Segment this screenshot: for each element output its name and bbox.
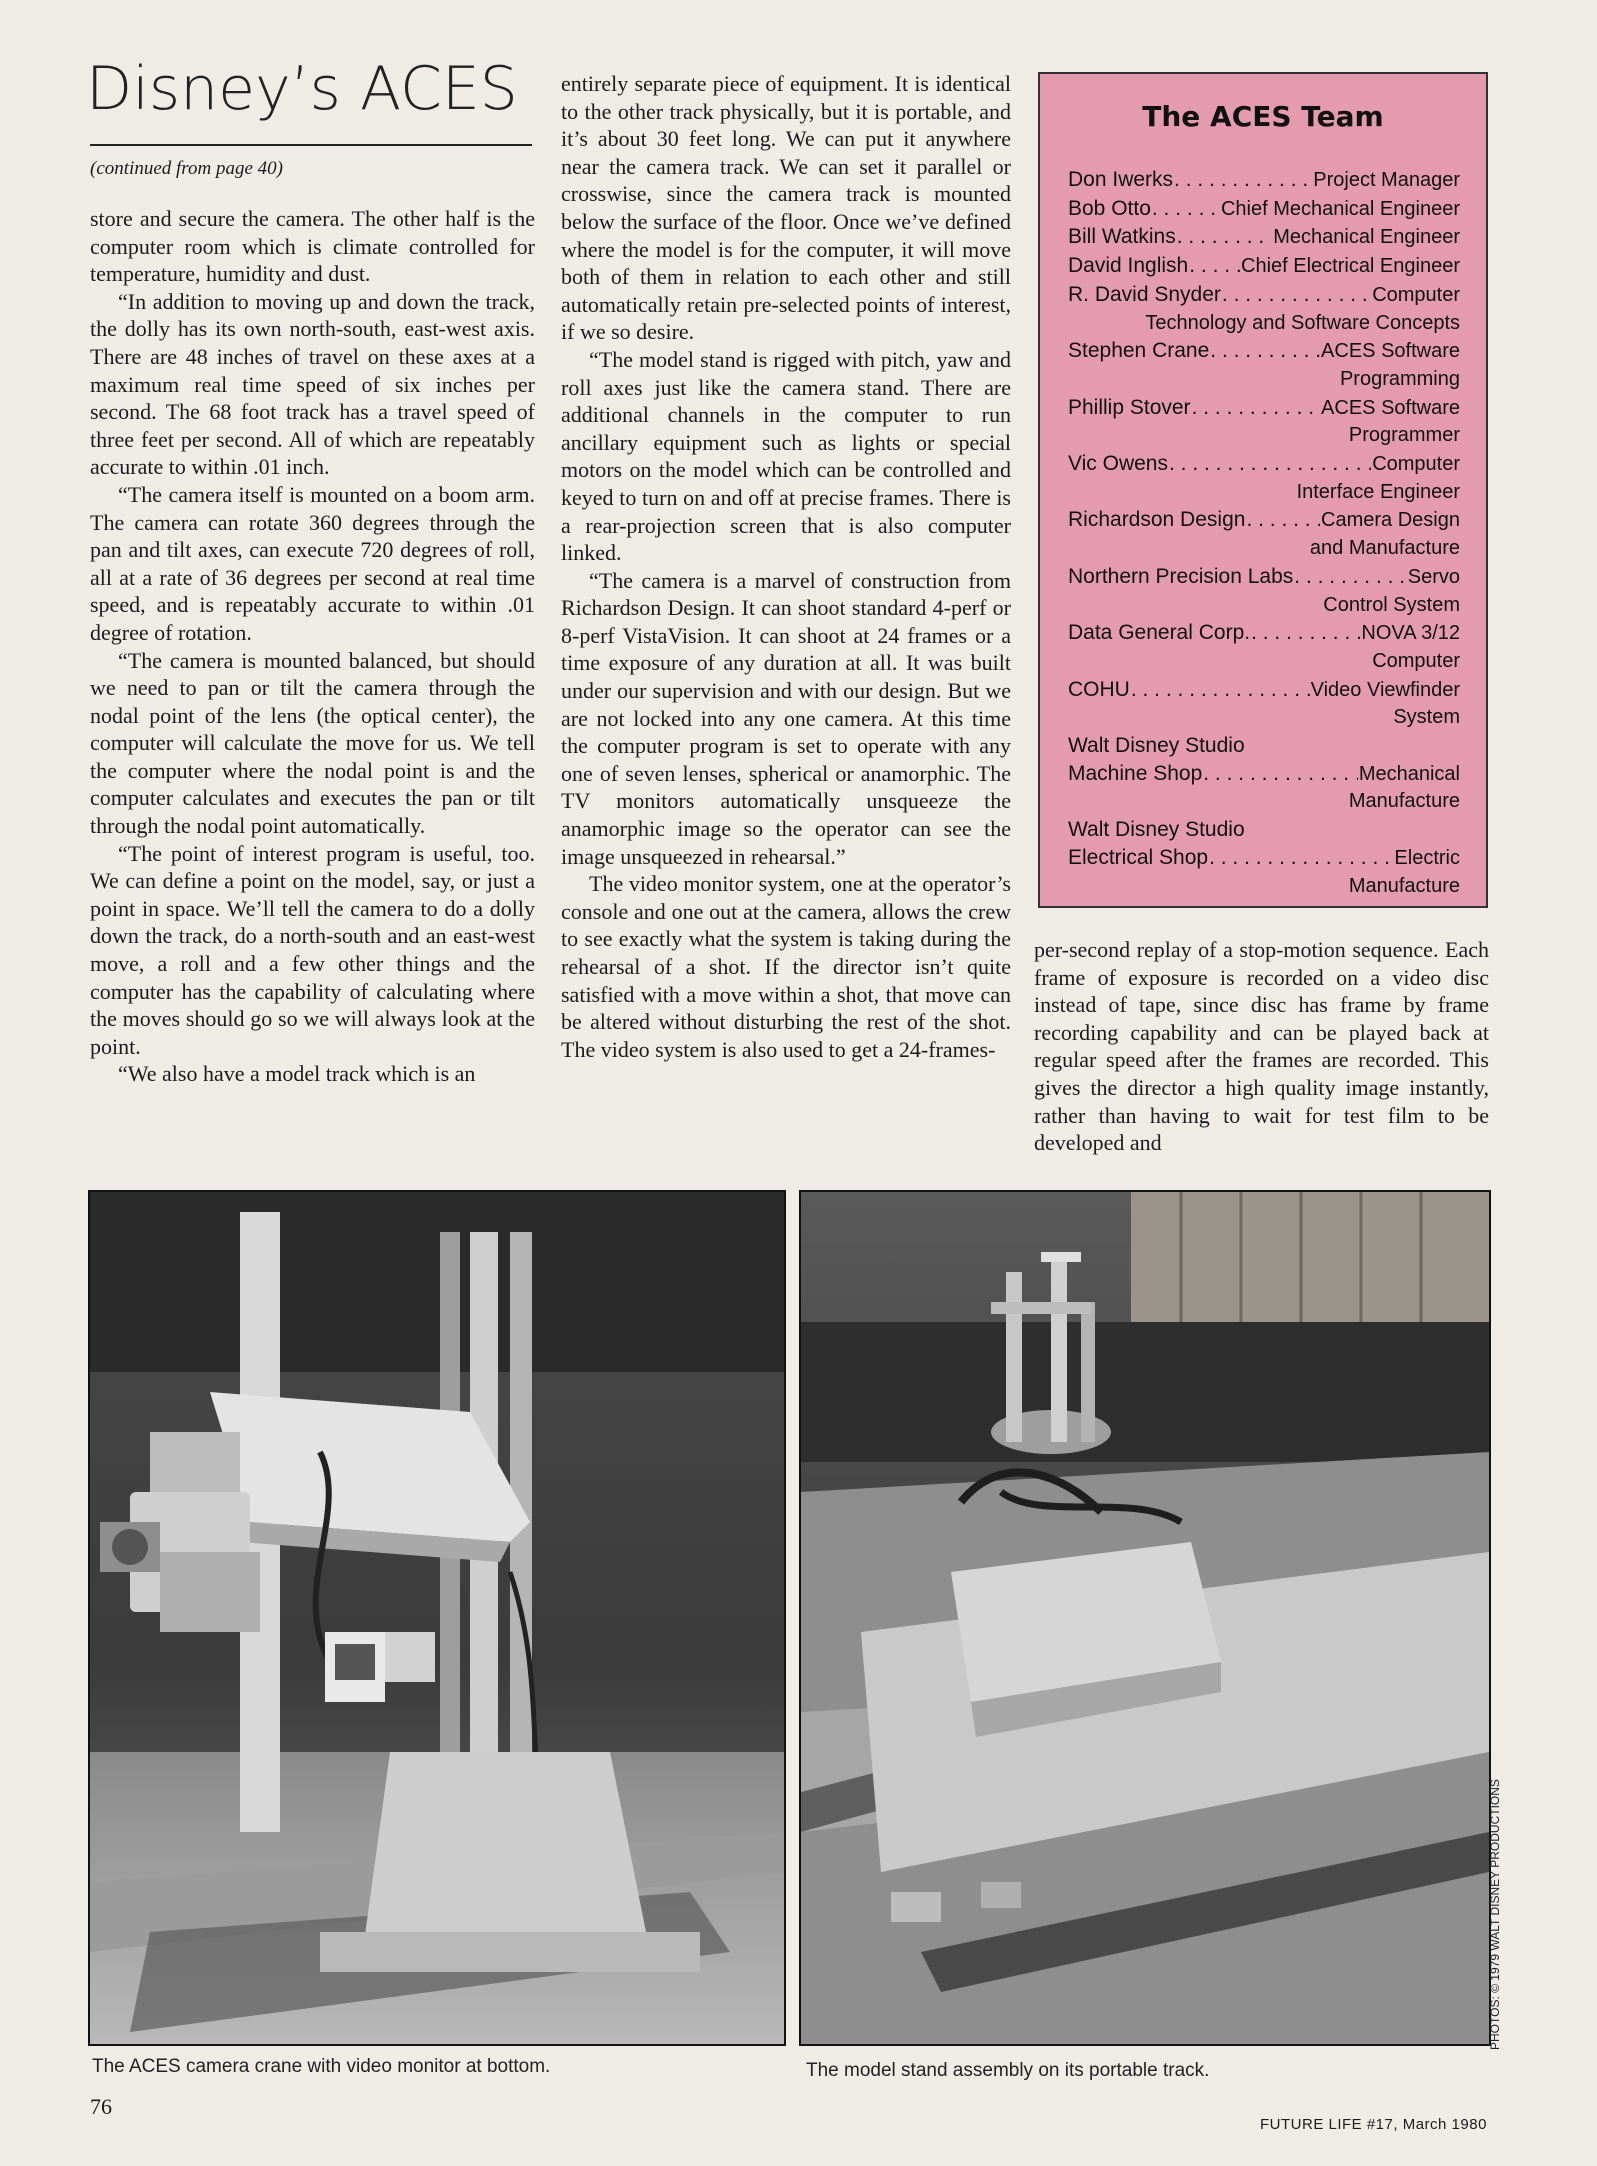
leader-dots [1152,195,1220,223]
team-entry [1068,337,1460,393]
team-member-role-continued: Control System [1323,593,1460,616]
team-member-name: Northern Precision Labs [1068,564,1294,588]
team-entry [1068,619,1460,675]
paragraph: “The point of interest program is useful, too. We can define a point on the model, say, or just a point in space. We’ll tell the camera to do a dolly down the track, do a north-south and an east-west move, a roll and a few other things and the computer has the capability of calculating where the moves should go so we will always look at the point. [90,840,535,1059]
paragraph: store and secure the camera. The other half is the computer room which is climate controlled for temperature, humidity and dust. [90,206,535,287]
leader-dots [1251,619,1360,647]
article-title: Disney’s ACES [86,54,518,124]
photo-caption-2: The model stand assembly on its portable track. [806,2060,1210,2081]
team-entry [1068,223,1460,252]
team-member-name: Walt Disney Studio [1068,818,1245,842]
issue-footer: FUTURE LIFE #17, March 1980 [1260,2116,1487,2133]
team-member-role: Mechanical [1358,762,1460,785]
leader-dots [1131,676,1310,704]
paragraph: “We also have a model track which is an [118,1061,476,1087]
team-entry [1068,195,1460,224]
photo-caption-1: The ACES camera crane with video monitor at bottom. [92,2056,551,2077]
team-member-name: Data General Corp. [1068,621,1251,645]
leader-dots [1192,394,1320,422]
paragraph: “The camera itself is mounted on a boom arm. The camera can rotate 360 degrees through the pan and tilt axes, can execute 720 degrees of roll, all at a rate of 36 degrees per second at real time speed, and is repeatably accurate to within .01 degree of rotation. [90,481,535,645]
leader-dots [1177,223,1272,251]
team-member-role: Video Viewfinder [1310,678,1460,701]
leader-dots [1203,760,1358,788]
text-column-3 [1034,936,1489,1157]
team-member-role-continued: Technology and Software Concepts [1145,311,1460,334]
paragraph: “The model stand is rigged with pitch, yaw and roll axes just like the camera stand. There are additional channels in the computer to run ancillary equipment such as lights or special motors on the model which can be controlled and keyed to turn on and off at precise frames. There is a rear-projection screen that is also computer linked. [561,346,1011,566]
team-member-role: Project Manager [1313,169,1460,191]
team-member-name: Electrical Shop [1068,845,1209,869]
team-member-role: Computer [1372,283,1460,306]
team-entry [1068,563,1460,619]
leader-dots [1174,166,1312,194]
leader-dots [1210,337,1320,365]
leader-dots [1209,844,1393,872]
leader-dots [1222,281,1371,309]
team-member-role-continued: Manufacture [1348,790,1460,813]
paragraph: per-second replay of a stop-motion sequence. Each frame of exposure is recorded on a video disc instead of tape, since disc has frame by frame recording capability and can be played back at regular speed after the frames are recorded. This gives the director a high quality image instantly, rather than having to wait for test film to be developed and [1034,937,1489,1156]
team-list [1068,166,1460,900]
continued-note: (continued from page 40) [90,158,283,179]
team-entry [1068,506,1460,562]
camera-crane-photo [88,1190,786,2046]
team-member-name: COHU [1068,677,1130,701]
title-divider [90,144,532,146]
leader-dots [1169,450,1371,478]
team-member-role-continued: and Manufacture [1309,537,1460,560]
team-member-name: Richardson Design [1068,508,1246,532]
team-member-name: Bill Watkins [1068,225,1176,249]
team-member-role: NOVA 3/12 [1361,622,1460,645]
team-member-name: Bob Otto [1068,196,1151,220]
team-member-name: David Inglish [1068,254,1189,278]
team-member-role-continued: Manufacture [1348,874,1460,897]
team-entry [1068,732,1460,760]
text-column-1 [90,205,535,1088]
team-member-name: Vic Owens [1068,452,1168,476]
paragraph: The video monitor system, one at the operator’s console and one out at the camera, allows the crew to see exactly what the system is taking during the rehearsal of a shot. If the director isn’t quite satisfied with a move within a shot, that move can be altered without disturbing the rest of the shot. The video system is also used to get a 24-frames- [561,871,1011,1062]
team-member-role-continued: Interface Engineer [1296,480,1460,503]
leader-dots [1246,506,1320,534]
team-entry [1068,760,1460,816]
page-number: 76 [90,2094,112,2119]
team-member-role: ACES Software [1321,340,1460,363]
paragraph: “The camera is mounted balanced, but should we need to pan or tilt the camera through the nodal point of the lens (the optical center), the computer will calculate the move for us. We tell the computer where the nodal point is and the computer calculates and executes the pan or tilt through the nodal point automatically. [90,647,535,839]
photo-credit: PHOTOS: © 1979 WALT DISNEY PRODUCTIONS [1488,1779,1502,2050]
team-member-role: Camera Design [1321,509,1460,532]
leader-dots [1294,563,1406,591]
team-member-role: Servo [1407,565,1460,588]
team-member-name: Don Iwerks [1068,168,1174,191]
paragraph: “In addition to moving up and down the track, the dolly has its own north-south, east-west axis. There are 48 inches of travel on these axes at a maximum real time speed of six inches per second. The 68 foot track has a travel speed of three feet per second. All of which are repeatably accurate to within .01 inch. [90,288,535,480]
sidebar-title: The ACES Team [1142,100,1384,133]
team-member-name: R. David Snyder [1068,282,1221,306]
team-member-role-continued: System [1393,706,1460,729]
paragraph: “The camera is a marvel of construction from Richardson Design. It can shoot standard 4-perf or 8-perf VistaVision. It can shoot at 24 frames or a time exposure of any duration at all. It was built under our supervision and with our design. But we are not locked into any one camera. At this time the computer program is set to operate with any one of seven lenses, spherical or anamorphic. The TV monitors automatically unsqueeze the anamorphic image so the operator can see the image unsqueezed in rehearsal.” [561,567,1011,869]
team-entry [1068,166,1460,195]
team-member-role: ACES Software [1321,396,1460,419]
team-entry [1068,252,1460,281]
team-member-role: Mechanical Engineer [1273,226,1460,249]
team-member-role: Chief Electrical Engineer [1241,255,1460,278]
team-member-role: Computer [1372,453,1460,476]
team-member-name: Stephen Crane [1068,339,1210,363]
team-member-role-continued: Programming [1339,367,1460,390]
leader-dots [1189,252,1240,280]
model-stand-photo [799,1190,1491,2046]
team-member-name: Walt Disney Studio [1068,734,1245,758]
team-member-role-continued: Computer [1372,649,1460,672]
team-entry [1068,281,1460,337]
team-member-name: Phillip Stover [1068,395,1191,419]
team-member-role: Electric [1394,846,1460,869]
paragraph: entirely separate piece of equipment. It is identical to the other track physically, but it is portable, and it’s about 30 feet long. We can put it anywhere near the camera track. We can set it parallel or crosswise, since the camera track is mounted below the surface of the floor. Once we’ve defined where the model is for the computer, it will move both of them in relation to each other and still automatically retain pre-selected points of interest, if we so desire. [561,71,1011,345]
team-entry [1068,394,1460,450]
team-entry [1068,450,1460,506]
aces-team-sidebar [1038,72,1488,908]
team-member-name: Machine Shop [1068,761,1203,785]
team-entry [1068,816,1460,844]
team-member-role: Chief Mechanical Engineer [1220,197,1460,220]
team-entry [1068,844,1460,900]
text-column-2 [561,70,1011,1063]
team-member-role-continued: Programmer [1348,424,1460,447]
team-entry [1068,676,1460,732]
